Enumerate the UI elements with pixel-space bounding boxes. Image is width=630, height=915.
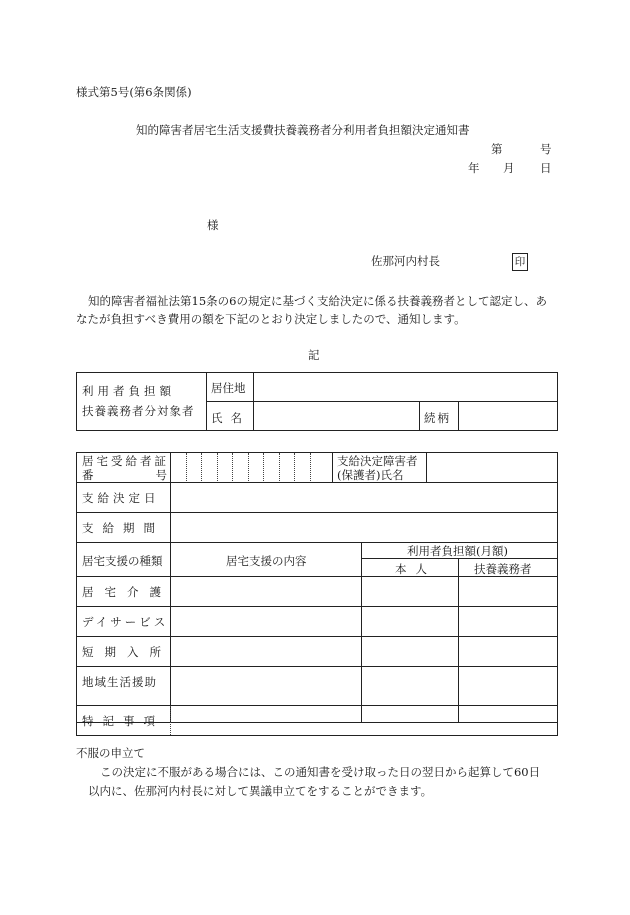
body-line-2: なたが負担すべき費用の額を下記のとおり決定しましたので、通知します。 xyxy=(76,312,466,326)
date-year: 年 xyxy=(468,161,480,175)
address-label: 居住地 xyxy=(211,381,246,395)
date-day: 日 xyxy=(540,161,552,175)
ki-label: 記 xyxy=(308,348,320,362)
issuer-name: 佐那河内村長 xyxy=(371,254,440,268)
appeal-line-2: 以内に、佐那河内村長に対して異議申立てをすることができます。 xyxy=(88,784,433,798)
target-label-2: 扶養義務者分対象者 xyxy=(82,404,195,418)
remarks-label: 特記事項 xyxy=(82,714,164,728)
doc-number-go: 号 xyxy=(540,142,552,156)
row-community-support: 地域生活援助 xyxy=(82,675,157,689)
appeal-line-1: この決定に不服がある場合には、この通知書を受け取った日の翌日から起算して60日 xyxy=(100,765,541,779)
body-line-1: 知的障害者福祉法第15条の6の規定に基づく支給決定に係る扶養義務者として認定し、あ xyxy=(88,294,547,308)
date-month: 月 xyxy=(503,161,515,175)
document-title: 知的障害者居宅生活支援費扶養義務者分利用者負担額決定通知書 xyxy=(136,123,470,137)
row-short-stay: 短期入所 xyxy=(82,645,172,659)
decision-date-label: 支給決定日 xyxy=(82,491,160,505)
relation-label: 続柄 xyxy=(424,411,451,425)
target-label-1: 利用者負担額 xyxy=(82,384,175,398)
burden-header: 利用者負担額(月額) xyxy=(407,544,508,558)
recipient-cert-label-1: 居宅受給者証 xyxy=(82,454,169,468)
form-number: 様式第5号(第6条関係) xyxy=(76,85,192,99)
row-day-service: デイサービス xyxy=(82,615,169,629)
guardian-label-1: 支給決定障害者 xyxy=(337,454,418,468)
name-label: 氏名 xyxy=(211,411,250,425)
self-header: 本人 xyxy=(395,562,436,576)
recipient-cert-label-2: 番号 xyxy=(82,468,229,482)
period-label: 支給期間 xyxy=(82,521,164,535)
guardian-label-2: (保護者)氏名 xyxy=(337,468,404,482)
service-type-header: 居宅支援の種類 xyxy=(82,554,163,568)
recipient-suffix: 様 xyxy=(207,218,219,232)
supporter-header: 扶養義務者 xyxy=(474,562,532,576)
row-home-care: 居宅介護 xyxy=(82,585,172,599)
doc-number-dai: 第 xyxy=(491,142,503,156)
seal-stamp: 印 xyxy=(512,253,528,271)
service-content-header: 居宅支援の内容 xyxy=(226,554,307,568)
appeal-title: 不服の申立て xyxy=(76,746,145,760)
